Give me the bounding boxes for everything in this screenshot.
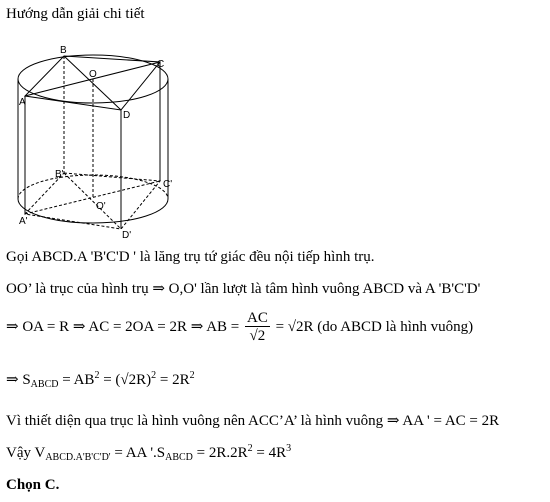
solution-title: Hướng dẫn giải chi tiết (6, 6, 145, 22)
label-A-prime: A' (19, 216, 28, 227)
fraction-numerator: AC (247, 310, 268, 326)
fraction-ac-sqrt2 (245, 310, 270, 345)
answer-choice: Chọn C. (6, 477, 60, 493)
line-2: OO’ là trục của hình trụ ⇒ O,O' lần lượt là tâm hình vuông ABCD và A 'B'C'D' (6, 281, 481, 297)
line-4-c: = (√2R) (99, 372, 152, 388)
label-B-prime: B' (55, 169, 64, 180)
line-6-d: = 4R (252, 445, 287, 461)
fraction-denominator: √2 (249, 328, 266, 344)
label-A: A (19, 97, 26, 108)
line-6-sup1: 2 (247, 443, 253, 454)
line-4-sup2: 2 (151, 370, 157, 381)
line-6-b: = AA '.S (110, 445, 166, 461)
bottom-ellipse-front (18, 199, 168, 223)
cylinder-figure (0, 0, 200, 240)
label-O-prime: O' (96, 201, 106, 212)
line-6-sup2: 3 (286, 443, 292, 454)
line-3-start: ⇒ OA = R ⇒ AC = 2OA = 2R ⇒ AB = (6, 318, 240, 335)
line-4-b: = AB (58, 372, 95, 388)
label-O: O (89, 69, 97, 80)
line-3 (6, 310, 473, 345)
line-6-a: Vậy V (6, 445, 46, 461)
line-4 (6, 370, 195, 390)
line-5: Vì thiết diện qua trục là hình vuông nên ACC’A’ là hình vuông ⇒ AA ' = AC = 2R (6, 413, 500, 429)
line-4-sup3: 2 (189, 370, 195, 381)
label-D-prime: D' (122, 230, 132, 240)
line-3-end: = √2R (do ABCD là hình vuông) (275, 318, 474, 335)
label-C-prime: C' (163, 179, 173, 190)
line-4-d: = 2R (156, 372, 190, 388)
label-D: D (123, 110, 131, 121)
line-6-sub1: ABCD.A'B'C'D' (45, 452, 111, 463)
label-B: B (60, 45, 67, 56)
line-4-sub: ABCD (30, 379, 59, 390)
line-4-sup1: 2 (94, 370, 100, 381)
line-6 (6, 443, 291, 463)
line-6-sub2: ABCD (165, 452, 193, 463)
line-6-c: = 2R.2R (192, 445, 248, 461)
line-4-a: ⇒ S (6, 372, 31, 388)
line-1: Gọi ABCD.A 'B'C'D ' là lăng trụ tứ giác đều nội tiếp hình trụ. (6, 249, 375, 265)
label-C: C (157, 59, 165, 70)
